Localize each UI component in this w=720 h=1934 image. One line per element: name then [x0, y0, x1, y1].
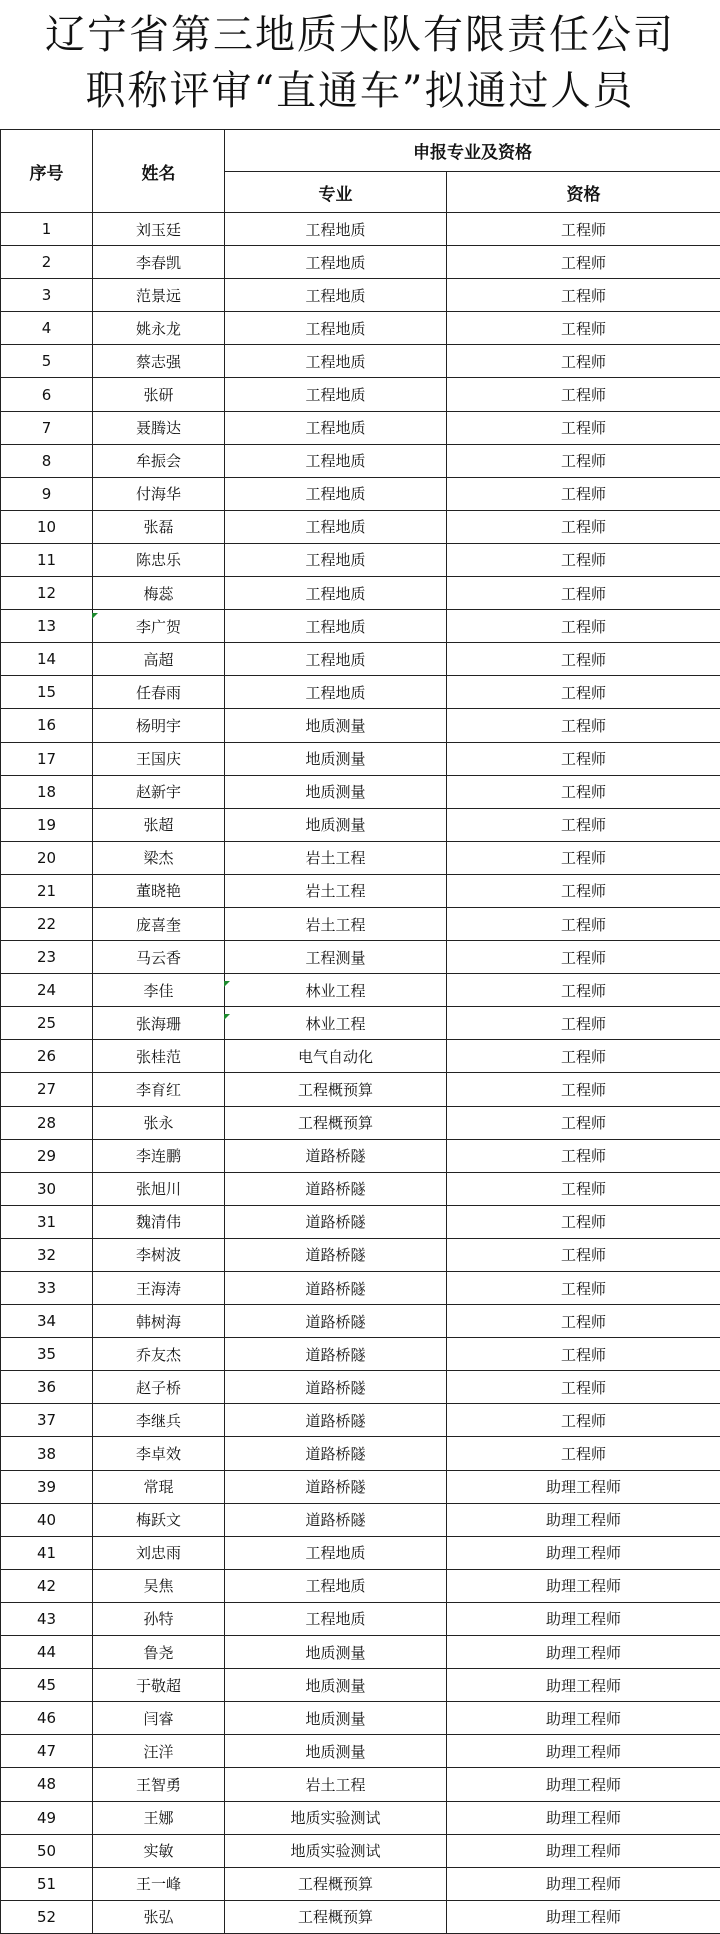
cell-major: 工程测量: [225, 941, 447, 974]
cell-major: 岩土工程: [225, 841, 447, 874]
cell-seq: 4: [1, 312, 93, 345]
cell-major: 工程地质: [225, 444, 447, 477]
cell-major: 岩土工程: [225, 1768, 447, 1801]
cell-name: 庞喜奎: [93, 907, 225, 940]
cell-seq: 42: [1, 1569, 93, 1602]
header-major: 专业: [225, 172, 447, 213]
cell-qualification: 工程师: [447, 1073, 720, 1106]
cell-name: 杨明宇: [93, 709, 225, 742]
table-row: [1, 543, 720, 576]
cell-seq: 28: [1, 1106, 93, 1139]
cell-seq: 34: [1, 1305, 93, 1338]
cell-seq: 45: [1, 1669, 93, 1702]
cell-name: 高超: [93, 643, 225, 676]
cell-major: 岩土工程: [225, 907, 447, 940]
cell-seq: 38: [1, 1437, 93, 1470]
header-qualification: 资格: [447, 172, 720, 213]
table-row: [1, 1106, 720, 1139]
cell-major: 林业工程: [225, 974, 447, 1007]
cell-name: 董晓艳: [93, 874, 225, 907]
cell-major: 道路桥隧: [225, 1139, 447, 1172]
cell-seq: 9: [1, 477, 93, 510]
cell-name: 赵新宇: [93, 775, 225, 808]
cell-qualification: 工程师: [447, 874, 720, 907]
cell-major: 道路桥隧: [225, 1404, 447, 1437]
table-row: [1, 1834, 720, 1867]
cell-name: 姚永龙: [93, 312, 225, 345]
cell-major: 工程地质: [225, 279, 447, 312]
cell-name: 李连鹏: [93, 1139, 225, 1172]
cell-qualification: 工程师: [447, 1106, 720, 1139]
table-row: [1, 444, 720, 477]
cell-major: 道路桥隧: [225, 1470, 447, 1503]
cell-qualification: 工程师: [447, 1437, 720, 1470]
table-row: [1, 841, 720, 874]
cell-name: 梁杰: [93, 841, 225, 874]
cell-comment-marker: [92, 613, 98, 619]
cell-name: 吴焦: [93, 1569, 225, 1602]
cell-qualification: 工程师: [447, 1404, 720, 1437]
table-row: [1, 808, 720, 841]
cell-name: 李育红: [93, 1073, 225, 1106]
table-row: [1, 1768, 720, 1801]
cell-name: 实敏: [93, 1834, 225, 1867]
cell-name: 王娜: [93, 1801, 225, 1834]
table-row: [1, 1470, 720, 1503]
cell-major: 地质实验测试: [225, 1834, 447, 1867]
cell-qualification: 工程师: [447, 577, 720, 610]
cell-seq: 33: [1, 1272, 93, 1305]
cell-major: 道路桥隧: [225, 1371, 447, 1404]
cell-seq: 51: [1, 1867, 93, 1900]
cell-major: 工程地质: [225, 610, 447, 643]
cell-seq: 41: [1, 1536, 93, 1569]
table-row: [1, 246, 720, 279]
table-row: [1, 1073, 720, 1106]
cell-name: 李佳: [93, 974, 225, 1007]
cell-qualification: 助理工程师: [447, 1470, 720, 1503]
cell-major: 工程地质: [225, 676, 447, 709]
cell-major: 地质测量: [225, 1735, 447, 1768]
cell-major: 工程地质: [225, 345, 447, 378]
cell-name: 马云香: [93, 941, 225, 974]
cell-seq: 25: [1, 1007, 93, 1040]
cell-major: 地质测量: [225, 709, 447, 742]
cell-qualification: 工程师: [447, 1205, 720, 1238]
cell-name: 陈忠乐: [93, 543, 225, 576]
cell-major: 工程地质: [225, 1569, 447, 1602]
cell-qualification: 工程师: [447, 907, 720, 940]
cell-name: 李继兵: [93, 1404, 225, 1437]
cell-qualification: 工程师: [447, 1305, 720, 1338]
cell-major: 道路桥隧: [225, 1272, 447, 1305]
cell-qualification: 工程师: [447, 279, 720, 312]
cell-qualification: 助理工程师: [447, 1602, 720, 1635]
table-row: [1, 1569, 720, 1602]
cell-seq: 17: [1, 742, 93, 775]
cell-seq: 46: [1, 1702, 93, 1735]
table-row: [1, 477, 720, 510]
cell-major: 工程地质: [225, 543, 447, 576]
table-row: [1, 1172, 720, 1205]
cell-name: 闫睿: [93, 1702, 225, 1735]
cell-qualification: 助理工程师: [447, 1735, 720, 1768]
cell-qualification: 助理工程师: [447, 1900, 720, 1933]
table-row: [1, 775, 720, 808]
cell-seq: 50: [1, 1834, 93, 1867]
table-row: [1, 676, 720, 709]
cell-seq: 32: [1, 1238, 93, 1271]
cell-name: 于敬超: [93, 1669, 225, 1702]
cell-qualification: 工程师: [447, 610, 720, 643]
cell-major: 工程地质: [225, 477, 447, 510]
cell-name: 蔡志强: [93, 345, 225, 378]
cell-seq: 18: [1, 775, 93, 808]
cell-seq: 52: [1, 1900, 93, 1933]
cell-major: 地质测量: [225, 1702, 447, 1735]
cell-seq: 7: [1, 411, 93, 444]
cell-seq: 36: [1, 1371, 93, 1404]
table-row: [1, 907, 720, 940]
cell-qualification: 工程师: [447, 676, 720, 709]
cell-name: 梅跃文: [93, 1503, 225, 1536]
cell-qualification: 工程师: [447, 477, 720, 510]
cell-qualification: 工程师: [447, 742, 720, 775]
cell-major: 工程地质: [225, 213, 447, 246]
table-row: [1, 1437, 720, 1470]
cell-qualification: 工程师: [447, 444, 720, 477]
cell-seq: 43: [1, 1602, 93, 1635]
cell-major: 电气自动化: [225, 1040, 447, 1073]
table-row: [1, 941, 720, 974]
cell-name: 梅蕊: [93, 577, 225, 610]
cell-major: 岩土工程: [225, 874, 447, 907]
cell-seq: 3: [1, 279, 93, 312]
cell-seq: 6: [1, 378, 93, 411]
table-row: [1, 577, 720, 610]
cell-qualification: 工程师: [447, 312, 720, 345]
cell-qualification: 工程师: [447, 709, 720, 742]
cell-seq: 15: [1, 676, 93, 709]
cell-qualification: 助理工程师: [447, 1834, 720, 1867]
cell-seq: 2: [1, 246, 93, 279]
cell-name: 任春雨: [93, 676, 225, 709]
cell-seq: 23: [1, 941, 93, 974]
cell-name: 乔友杰: [93, 1338, 225, 1371]
table-row: [1, 1801, 720, 1834]
cell-major: 工程概预算: [225, 1106, 447, 1139]
cell-qualification: 工程师: [447, 808, 720, 841]
cell-name: 张永: [93, 1106, 225, 1139]
cell-qualification: 工程师: [447, 643, 720, 676]
table-row: [1, 1867, 720, 1900]
cell-seq: 1: [1, 213, 93, 246]
cell-qualification: 工程师: [447, 1040, 720, 1073]
cell-seq: 20: [1, 841, 93, 874]
cell-name: 汪洋: [93, 1735, 225, 1768]
cell-name: 孙特: [93, 1602, 225, 1635]
cell-qualification: 工程师: [447, 1338, 720, 1371]
cell-major: 地质测量: [225, 775, 447, 808]
table-row: [1, 510, 720, 543]
cell-name: 赵子桥: [93, 1371, 225, 1404]
table-row: [1, 643, 720, 676]
cell-seq: 13: [1, 610, 93, 643]
table-row: [1, 742, 720, 775]
cell-seq: 12: [1, 577, 93, 610]
cell-seq: 31: [1, 1205, 93, 1238]
cell-qualification: 助理工程师: [447, 1569, 720, 1602]
cell-qualification: 工程师: [447, 1139, 720, 1172]
cell-qualification: 助理工程师: [447, 1636, 720, 1669]
table-row: [1, 1900, 720, 1933]
cell-major: 道路桥隧: [225, 1437, 447, 1470]
cell-major: 工程地质: [225, 312, 447, 345]
table-row: [1, 1040, 720, 1073]
cell-qualification: 工程师: [447, 411, 720, 444]
title-line-1: 辽宁省第三地质大队有限责任公司: [0, 12, 720, 58]
cell-seq: 11: [1, 543, 93, 576]
cell-qualification: 工程师: [447, 213, 720, 246]
cell-name: 聂腾达: [93, 411, 225, 444]
cell-qualification: 工程师: [447, 841, 720, 874]
cell-name: 常琨: [93, 1470, 225, 1503]
cell-seq: 14: [1, 643, 93, 676]
cell-major: 地质实验测试: [225, 1801, 447, 1834]
table-row: [1, 411, 720, 444]
cell-qualification: 工程师: [447, 775, 720, 808]
table-row: [1, 1404, 720, 1437]
cell-qualification: 工程师: [447, 345, 720, 378]
cell-major: 工程地质: [225, 1536, 447, 1569]
header-group: 申报专业及资格: [225, 130, 720, 172]
cell-qualification: 工程师: [447, 1007, 720, 1040]
cell-seq: 47: [1, 1735, 93, 1768]
cell-seq: 35: [1, 1338, 93, 1371]
table-row: [1, 1338, 720, 1371]
cell-qualification: 工程师: [447, 378, 720, 411]
cell-name: 刘玉廷: [93, 213, 225, 246]
cell-major: 地质测量: [225, 742, 447, 775]
cell-qualification: 助理工程师: [447, 1669, 720, 1702]
table-row: [1, 1702, 720, 1735]
table-row: [1, 1205, 720, 1238]
cell-seq: 37: [1, 1404, 93, 1437]
cell-name: 王国庆: [93, 742, 225, 775]
cell-qualification: 工程师: [447, 246, 720, 279]
cell-seq: 5: [1, 345, 93, 378]
cell-name: 魏清伟: [93, 1205, 225, 1238]
table-row: [1, 1371, 720, 1404]
cell-major: 工程地质: [225, 577, 447, 610]
header-seq: 序号: [1, 130, 93, 213]
table-row: [1, 874, 720, 907]
cell-seq: 26: [1, 1040, 93, 1073]
cell-name: 张磊: [93, 510, 225, 543]
cell-seq: 19: [1, 808, 93, 841]
cell-name: 张海珊: [93, 1007, 225, 1040]
cell-name: 王一峰: [93, 1867, 225, 1900]
cell-seq: 29: [1, 1139, 93, 1172]
cell-qualification: 工程师: [447, 510, 720, 543]
title-line-2: 职称评审“直通车”拟通过人员: [0, 68, 720, 114]
cell-name: 韩树海: [93, 1305, 225, 1338]
cell-qualification: 工程师: [447, 1238, 720, 1271]
cell-major: 工程概预算: [225, 1900, 447, 1933]
table-row: [1, 279, 720, 312]
cell-qualification: 工程师: [447, 1272, 720, 1305]
table-row: [1, 1735, 720, 1768]
cell-qualification: 助理工程师: [447, 1503, 720, 1536]
table-row: [1, 345, 720, 378]
cell-major: 工程概预算: [225, 1073, 447, 1106]
cell-major: 道路桥隧: [225, 1305, 447, 1338]
cell-name: 鲁尧: [93, 1636, 225, 1669]
cell-seq: 22: [1, 907, 93, 940]
cell-major: 道路桥隧: [225, 1338, 447, 1371]
cell-name: 张超: [93, 808, 225, 841]
table-row: [1, 1139, 720, 1172]
cell-qualification: 助理工程师: [447, 1536, 720, 1569]
cell-major: 地质测量: [225, 808, 447, 841]
table-row: [1, 1669, 720, 1702]
cell-major: 道路桥隧: [225, 1503, 447, 1536]
cell-seq: 21: [1, 874, 93, 907]
cell-name: 李春凯: [93, 246, 225, 279]
cell-qualification: 助理工程师: [447, 1801, 720, 1834]
cell-major: 地质测量: [225, 1669, 447, 1702]
cell-name: 李广贺: [93, 610, 225, 643]
cell-comment-marker: [224, 981, 230, 987]
table-row: [1, 709, 720, 742]
table-row: [1, 1007, 720, 1040]
cell-seq: 8: [1, 444, 93, 477]
cell-name: 牟振会: [93, 444, 225, 477]
roster-body: [1, 213, 720, 1934]
table-row: [1, 1602, 720, 1635]
table-row: [1, 610, 720, 643]
cell-major: 地质测量: [225, 1636, 447, 1669]
cell-name: 张桂范: [93, 1040, 225, 1073]
table-row: [1, 1536, 720, 1569]
cell-name: 范景远: [93, 279, 225, 312]
table-row: [1, 974, 720, 1007]
cell-major: 工程地质: [225, 1602, 447, 1635]
cell-name: 李卓效: [93, 1437, 225, 1470]
cell-seq: 48: [1, 1768, 93, 1801]
cell-name: 王海涛: [93, 1272, 225, 1305]
cell-seq: 39: [1, 1470, 93, 1503]
table-row: [1, 378, 720, 411]
document-title: [0, 0, 720, 129]
table-row: [1, 1238, 720, 1271]
cell-seq: 24: [1, 974, 93, 1007]
table-row: [1, 1272, 720, 1305]
cell-name: 张研: [93, 378, 225, 411]
cell-comment-marker: [224, 1014, 230, 1020]
cell-seq: 40: [1, 1503, 93, 1536]
table-row: [1, 1636, 720, 1669]
roster-table: [0, 129, 720, 1934]
cell-major: 林业工程: [225, 1007, 447, 1040]
cell-name: 王智勇: [93, 1768, 225, 1801]
cell-major: 工程地质: [225, 643, 447, 676]
table-row: [1, 312, 720, 345]
cell-major: 工程概预算: [225, 1867, 447, 1900]
header-name: 姓名: [93, 130, 225, 213]
cell-qualification: 工程师: [447, 543, 720, 576]
cell-qualification: 工程师: [447, 1371, 720, 1404]
table-row: [1, 1305, 720, 1338]
cell-seq: 44: [1, 1636, 93, 1669]
cell-name: 李树波: [93, 1238, 225, 1271]
cell-name: 刘忠雨: [93, 1536, 225, 1569]
table-row: [1, 213, 720, 246]
cell-qualification: 助理工程师: [447, 1768, 720, 1801]
cell-seq: 16: [1, 709, 93, 742]
cell-major: 道路桥隧: [225, 1238, 447, 1271]
cell-qualification: 助理工程师: [447, 1867, 720, 1900]
cell-name: 付海华: [93, 477, 225, 510]
cell-qualification: 工程师: [447, 941, 720, 974]
cell-seq: 27: [1, 1073, 93, 1106]
cell-major: 道路桥隧: [225, 1172, 447, 1205]
cell-qualification: 工程师: [447, 974, 720, 1007]
cell-seq: 10: [1, 510, 93, 543]
cell-name: 张弘: [93, 1900, 225, 1933]
cell-major: 工程地质: [225, 378, 447, 411]
cell-major: 工程地质: [225, 411, 447, 444]
cell-major: 工程地质: [225, 510, 447, 543]
cell-major: 道路桥隧: [225, 1205, 447, 1238]
cell-qualification: 工程师: [447, 1172, 720, 1205]
cell-major: 工程地质: [225, 246, 447, 279]
cell-seq: 49: [1, 1801, 93, 1834]
table-row: [1, 1503, 720, 1536]
cell-seq: 30: [1, 1172, 93, 1205]
cell-name: 张旭川: [93, 1172, 225, 1205]
cell-qualification: 助理工程师: [447, 1702, 720, 1735]
